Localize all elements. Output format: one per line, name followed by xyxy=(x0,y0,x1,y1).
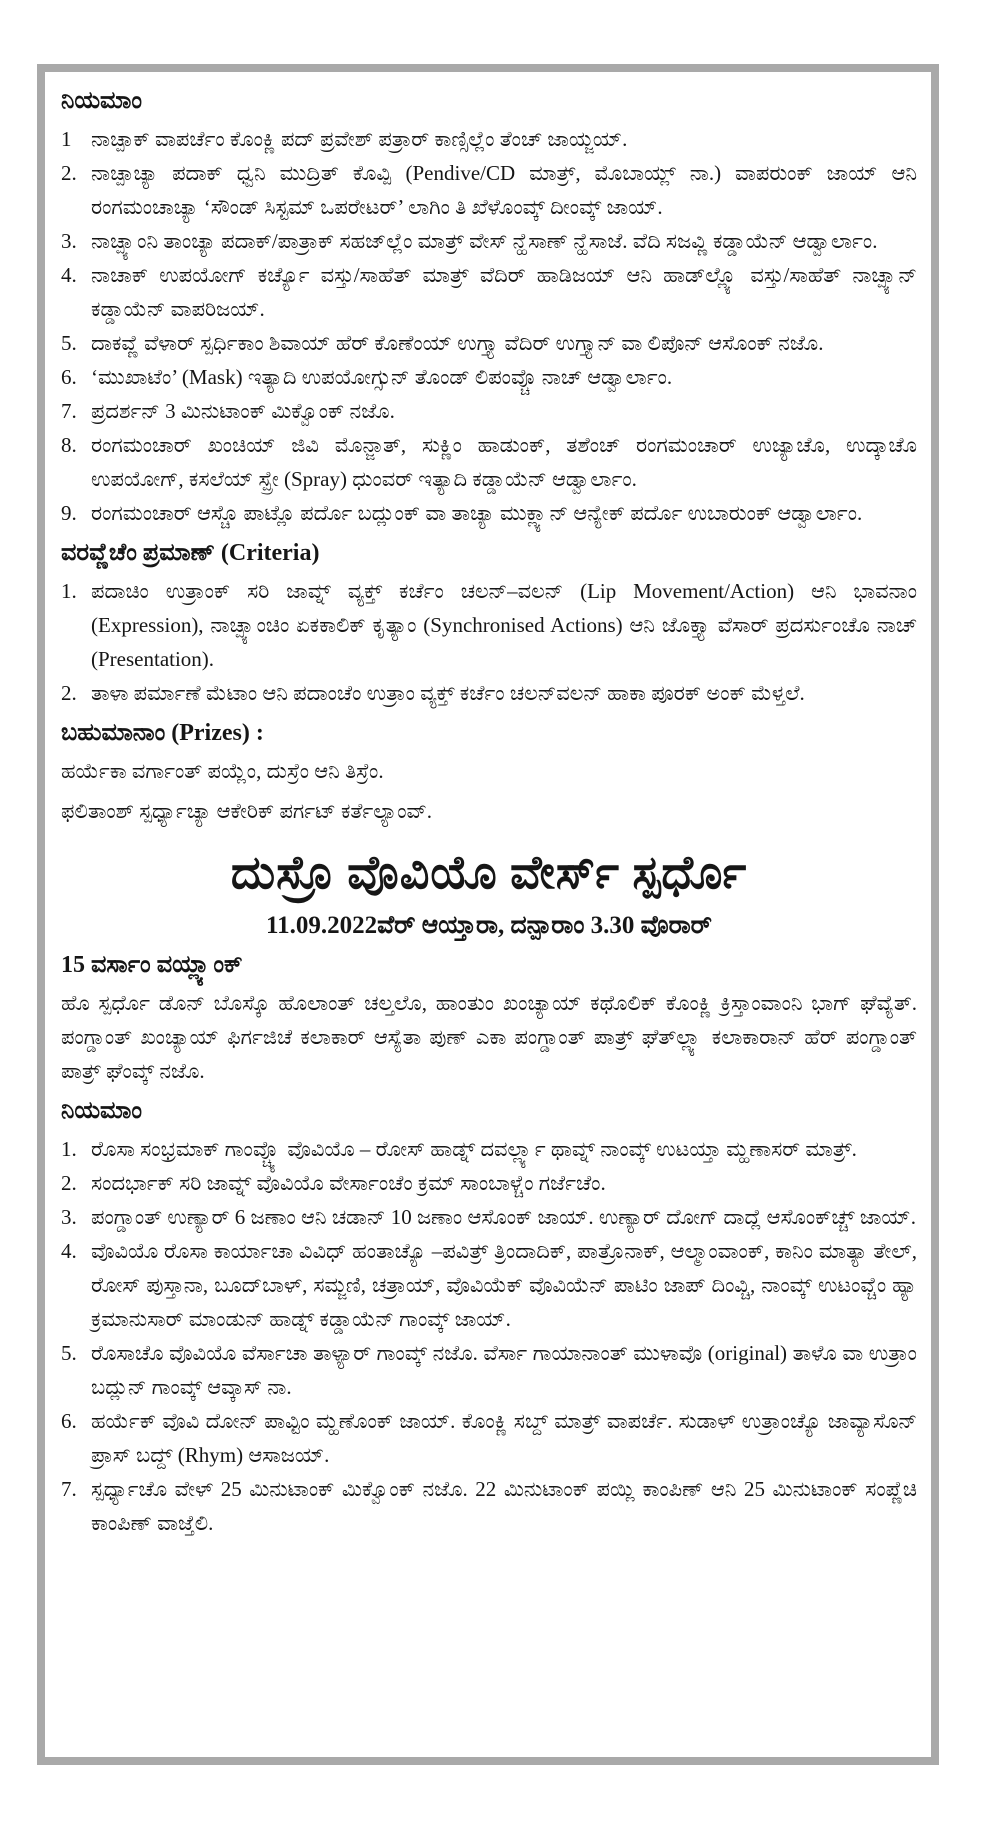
list-item-number: 7. xyxy=(61,1477,77,1501)
list-item-text: ನಾಚ್ಪ್ಯಾಂನಿ ತಾಂಚ್ಯಾ ಪದಾಕ್/ಪಾತ್ರಾಕ್ ಸಹಜ್‌ಲ್ಲೆಂ ಮಾತ್ರ್ ವೇಸ್ ನ್ಹೆಸಾಣ್ ನ್ಹೆಸಾಜೆ. ವೆದಿ ಸಜವ್ಣಿ ಕಡ್ಡಾಯೆನ್ ಆಡ್ವಾರ್ಲಾಂ. xyxy=(91,229,878,253)
list-item-text: ದಾಕವ್ಣೆ ವೆಳಾರ್ ಸ್ಪರ್ಧಿಕಾಂ ಶಿವಾಯ್ ಹೆರ್ ಕೊಣೆಂಯ್ ಉಗ್ತ್ಯಾ ವೆದಿರ್ ಉಗ್ತ್ಯಾನ್ ವಾ ಲಿಪೊನ್ ಆಸೊಂಕ್ ನಜೊ. xyxy=(91,331,824,355)
list-item xyxy=(61,1472,917,1540)
list-item-text: ‘ಮುಖಾಟೆಂ’ (Mask) ಇತ್ಯಾದಿ ಉಪಯೋಗ್ಸುನ್ ತೊಂಡ್ ಲಿಪಂವ್ಚೊ ನಾಚ್ ಆಡ್ವಾರ್ಲಾಂ. xyxy=(91,365,673,389)
list-item-number: 1 xyxy=(61,127,72,151)
list-item-number: 4. xyxy=(61,1239,77,1263)
list-item xyxy=(61,1166,917,1200)
list-item xyxy=(61,1132,917,1166)
criteria-heading: ವರವ್ಣೆಚೆಂ ಪ್ರಮಾಣ್ (Criteria) xyxy=(61,540,320,566)
list-item-text: ಪಂಗ್ಡಾಂತ್ ಉಣ್ಯಾರ್ 6 ಜಣಾಂ ಆನಿ ಚಡಾನ್ 10 ಜಣಾಂ ಆಸೊಂಕ್ ಜಾಯ್. ಉಣ್ಯಾರ್ ದೋಗ್ ದಾದ್ಲೆ ಆಸೊಂಕ್‌ಚ್ಚ್ ಜಾಯ್. xyxy=(91,1205,916,1229)
list-item-text: ತಾಳಾ ಪರ್ಮಾಣೆ ಮೆಟಾಂ ಆನಿ ಪದಾಂಚೆಂ ಉತ್ರಾಂ ವ್ಯಕ್ತ್ ಕರ್ಚೆಂ ಚಲನ್‌ವಲನ್ ಹಾಕಾ ಪೂರಕ್ ಅಂಕ್ ಮೆಳ್ತಲೆ. xyxy=(91,681,805,705)
list-item-number: 6. xyxy=(61,1409,77,1433)
list-item xyxy=(61,496,917,530)
age-category-heading: 15 ವರ್ಸಾಂ ವಯ್ಲ್ಯಾಂಕ್ xyxy=(61,952,243,978)
list-item xyxy=(61,1404,917,1472)
age-category-paragraph: ಹೊ ಸ್ಪರ್ಧೊ ಡೊನ್ ಬೊಸ್ಕೊ ಹೊಲಾಂತ್ ಚಲ್ತಲೊ, ಹಾಂತುಂ ಖಂಚ್ಯಾಯ್ ಕಥೊಲಿಕ್ ಕೊಂಕ್ಣಿ ಕ್ರಿಸ್ತಾಂವಾಂನಿ ಭಾಗ್ ಘೆವ್ಯೆತ್. ಪಂಗ್ಡಾಂತ್ ಖಂಚ್ಯಾಯ್ ಫಿರ್ಗಜಿಚೆ ಕಲಾಕಾರ್ ಆಸ್ಯೆತಾ ಪುಣ್ ಎಕಾ ಪಂಗ್ಡಾಂತ್ ಪಾತ್ರ್ ಘೆತ್‌ಲ್ಲ್ಯಾ ಕಲಾಕಾರಾನ್ ಹೆರ್ ಪಂಗ್ಡಾಂತ್ ಪಾತ್ರ್ ಘೆಂವ್ಕ್ ನಜೊ. xyxy=(61,991,917,1083)
prizes-line-2: ಫಲಿತಾಂಶ್ ಸ್ಪರ್ಧ್ಯಾಚ್ಯಾ ಆಕೇರಿಕ್ ಪರ್ಗಟ್ ಕರ್ತೆಲ್ಯಾಂವ್. xyxy=(61,799,433,823)
event-title: ದುಸ್ರೊ ವೊವಿಯೊ ವೇರ್ಸ್ ಸ್ಪರ್ಧೊ xyxy=(230,847,748,898)
list-item-text: ನಾಚ್ಪಾಕ್ ವಾಪರ್ಚೆಂ ಕೊಂಕ್ಣಿ ಪದ್ ಪ್ರವೇಶ್ ಪತ್ರಾರ್ ಕಾಣ್ಸಿಲ್ಲೆಂ ತೆಂಚ್ ಜಾಯ್ಜಯ್. xyxy=(91,127,628,151)
list-item-number: 1. xyxy=(61,579,77,603)
list-item xyxy=(61,156,917,224)
list-item-number: 8. xyxy=(61,433,77,457)
list-item-number: 2. xyxy=(61,161,77,185)
criteria-list xyxy=(61,574,917,710)
event-datetime: 11.09.2022ವೆರ್ ಆಯ್ತಾರಾ, ದನ್ಪಾರಾಂ 3.30 ವೊರಾರ್ xyxy=(265,912,713,939)
rules1-list xyxy=(61,122,917,530)
list-item-text: ಪ್ರದರ್ಶನ್ 3 ಮಿನುಟಾಂಕ್ ಮಿಕ್ವೊಂಕ್ ನಜೊ. xyxy=(91,399,395,423)
list-item xyxy=(61,1200,917,1234)
list-item-text: ರೊಸಾ ಸಂಭ್ರಮಾಕ್ ಗಾಂವ್ಚ್ಯೊ ವೊವಿಯೊ – ರೋಸ್ ಹಾಡ್ನ್ ದವರ್ಲ್ಲ್ಯಾ ಥಾವ್ನ್ ನಾಂವ್ಕ್ ಉಟಯ್ತಾ ಮ್ಹಣಾಸರ್ ಮಾತ್ರ್. xyxy=(91,1137,857,1161)
rules2-heading: ನಿಯಮಾಂ xyxy=(61,1098,142,1124)
list-item-text: ರಂಗಮಂಚಾರ್ ಆಸ್ಚೊ ಪಾಟ್ಲೊ ಪರ್ದೊ ಬದ್ಲುಂಕ್ ವಾ ತಾಚ್ಯಾ ಮುಕ್ಲ್ಯಾನ್ ಆನ್ಯೇಕ್ ಪರ್ದೊ ಉಬಾರುಂಕ್ ಆಡ್ವಾರ್ಲಾಂ. xyxy=(91,501,863,525)
list-item-text: ಸ್ಪರ್ಧ್ಯಾಚೊ ವೇಳ್ 25 ಮಿನುಟಾಂಕ್ ಮಿಕ್ವೊಂಕ್ ನಜೊ. 22 ಮಿನುಟಾಂಕ್ ಪಯ್ಲಿ ಕಾಂಪಿಣ್ ಆನಿ 25 ಮಿನುಟಾಂಕ್ ಸಂಪ್ಣೆಚಿ ಕಾಂಪಿಣ್ ವಾಜ್ತೆಲಿ. xyxy=(91,1477,917,1535)
list-item-text: ವೊವಿಯೊ ರೊಸಾ ಕಾರ್ಯಾಚಾ ವಿವಿಧ್ ಹಂತಾಚ್ಯೊ –ಪವಿತ್ರ್ ತ್ರಿಂದಾದಿಕ್, ಪಾತ್ರೊನಾಕ್, ಆಲ್ಮಾಂವಾಂಕ್, ಕಾನಿಂ ಮಾತ್ಯಾ ತೇಲ್, ರೋಸ್ ಪುಸ್ತಾನಾ, ಬೂದ್‌ಬಾಳ್, ಸಮ್ಜಣಿ, ಚತ್ರಾಯ್, ವೊವಿಯೆಕ್ ವೊವಿಯೆನ್ ಪಾಟಿಂ ಜಾಪ್ ದಿಂವ್ಚಿ, ನಾಂವ್ಕ್ ಉಟಂವ್ಚೆಂ ಹ್ಯಾ ಕ್ರಮಾನುಸಾರ್ ಮಾಂಡುನ್ ಹಾಡ್ನ್ ಕಡ್ಡಾಯೆನ್ ಗಾಂವ್ಕ್ ಜಾಯ್. xyxy=(91,1239,917,1331)
list-item-number: 2. xyxy=(61,1171,77,1195)
rules2-list xyxy=(61,1132,917,1540)
list-item-number: 9. xyxy=(61,501,77,525)
prizes-heading: ಬಹುಮಾನಾಂ (Prizes) : xyxy=(61,720,264,746)
list-item-number: 4. xyxy=(61,263,77,287)
list-item xyxy=(61,676,917,710)
list-item xyxy=(61,394,917,428)
list-item xyxy=(61,326,917,360)
list-item xyxy=(61,122,917,156)
list-item-number: 3. xyxy=(61,1205,77,1229)
rules1-heading: ನಿಯಮಾಂ xyxy=(61,88,142,114)
document-frame xyxy=(37,64,939,1765)
list-item xyxy=(61,428,917,496)
list-item xyxy=(61,360,917,394)
list-item-number: 7. xyxy=(61,399,77,423)
list-item-text: ಪದಾಚಿಂ ಉತ್ರಾಂಕ್ ಸರಿ ಜಾವ್ನ್ ವ್ಯಕ್ತ್ ಕರ್ಚೆಂ ಚಲನ್–ವಲನ್ (Lip Movement/Action) ಆನಿ ಭಾವನಾಂ (Expression), ನಾಚ್ಪ್ಯಾಂಚಿಂ ಏಕಕಾಲಿಕ್ ಕೃತ್ಯಾಂ (Synchronised Actions) ಆನಿ ಜೊಕ್ತ್ಯಾ ವೆಸಾರ್ ಪ್ರದರ್ಸುಂಚೊ ನಾಚ್ (Presentation). xyxy=(91,579,917,671)
list-item-text: ಹರ್ಯೆಕ್ ವೊವಿ ದೋನ್ ಪಾವ್ಟಿಂ ಮ್ಹಣೊಂಕ್ ಜಾಯ್. ಕೊಂಕ್ಣಿ ಸಬ್ದ್ ಮಾತ್ರ್ ವಾಪರ್ಚೆ. ಸುಡಾಳ್ ಉತ್ರಾಂಚ್ಯೊ ಜಾವ್ಯಾಸೊನ್ ಪ್ರಾಸ್ ಬದ್ದ್ (Rhym) ಆಸಾಜಯ್. xyxy=(91,1409,917,1467)
list-item-number: 3. xyxy=(61,229,77,253)
list-item-text: ರೊಸಾಚೊ ವೊವಿಯೊ ವೆರ್ಸಾಚಾ ತಾಳ್ಯಾರ್ ಗಾಂವ್ಕ್ ನಜೊ. ವೆರ್ಸಾ ಗಾಯಾನಾಂತ್ ಮುಳಾವೊ (original) ತಾಳೊ ವಾ ಉತ್ರಾಂ ಬದ್ಲುನ್ ಗಾಂವ್ಕ್ ಆವ್ಕಾಸ್ ನಾ. xyxy=(91,1341,917,1399)
list-item-number: 1. xyxy=(61,1137,77,1161)
list-item xyxy=(61,258,917,326)
list-item-text: ನಾಚ್ಪಾಚ್ಯಾ ಪದಾಕ್ ಧ್ವನಿ ಮುದ್ರಿತ್ ಕೊವ್ಪಿ (Pendive/CD ಮಾತ್ರ್, ಮೊಬಾಯ್ಲ್ ನಾ.) ವಾಪರುಂಕ್ ಜಾಯ್ ಆನಿ ರಂಗಮಂಚಾಚ್ಯಾ ‘ಸೌಂಡ್ ಸಿಸ್ಟಮ್ ಒಪರೇಟರ್’ ಲಾಗಿಂ ತಿ ಖೆಳೊಂವ್ಕ್ ದೀಂವ್ಕ್ ಜಾಯ್. xyxy=(91,161,917,219)
list-item-number: 5. xyxy=(61,1341,77,1365)
list-item xyxy=(61,574,917,676)
list-item-text: ನಾಚಾಕ್ ಉಪಯೋಗ್ ಕರ್ಚ್ಯೊ ವಸ್ತು/ಸಾಹೆತ್ ಮಾತ್ರ್ ವೆದಿರ್ ಹಾಡಿಜಯ್ ಆನಿ ಹಾಡ್‌ಲ್ಲ್ಯೊ ವಸ್ತು/ಸಾಹೆತ್ ನಾಚ್ಪ್ಯಾನ್ ಕಡ್ಡಾಯೆನ್ ವಾಪರಿಜಯ್. xyxy=(91,263,917,321)
list-item-text: ರಂಗಮಂಚಾರ್ ಖಂಚಿಯ್ ಜಿವಿ ಮೊನ್ಜಾತ್, ಸುಕ್ಣಿಂ ಹಾಡುಂಕ್, ತಶೆಂಚ್ ರಂಗಮಂಚಾರ್ ಉಜ್ಯಾಚೊ, ಉದ್ಕಾಚೊ ಉಪಯೋಗ್, ಕಸಲೆಯ್ ಸ್ಪ್ರೇ (Spray) ಧುಂವರ್ ಇತ್ಯಾದಿ ಕಡ್ಡಾಯೆನ್ ಆಡ್ವಾರ್ಲಾಂ. xyxy=(91,433,917,491)
list-item-number: 5. xyxy=(61,331,77,355)
list-item-number: 6. xyxy=(61,365,77,389)
list-item-text: ಸಂದರ್ಭಾಕ್ ಸರಿ ಜಾವ್ನ್ ವೊವಿಯೊ ವೇರ್ಸಾಂಚೆಂ ಕ್ರಮ್ ಸಾಂಬಾಳ್ಚೆಂ ಗರ್ಜೆಚೆಂ. xyxy=(91,1171,606,1195)
list-item xyxy=(61,224,917,258)
prizes-line-1: ಹರ್ಯೆಕಾ ವರ್ಗಾಂತ್ ಪಯ್ಲೆಂ, ದುಸ್ರೆಂ ಆನಿ ತಿಸ್ರೆಂ. xyxy=(61,759,384,783)
list-item xyxy=(61,1336,917,1404)
list-item-number: 2. xyxy=(61,681,77,705)
list-item xyxy=(61,1234,917,1336)
